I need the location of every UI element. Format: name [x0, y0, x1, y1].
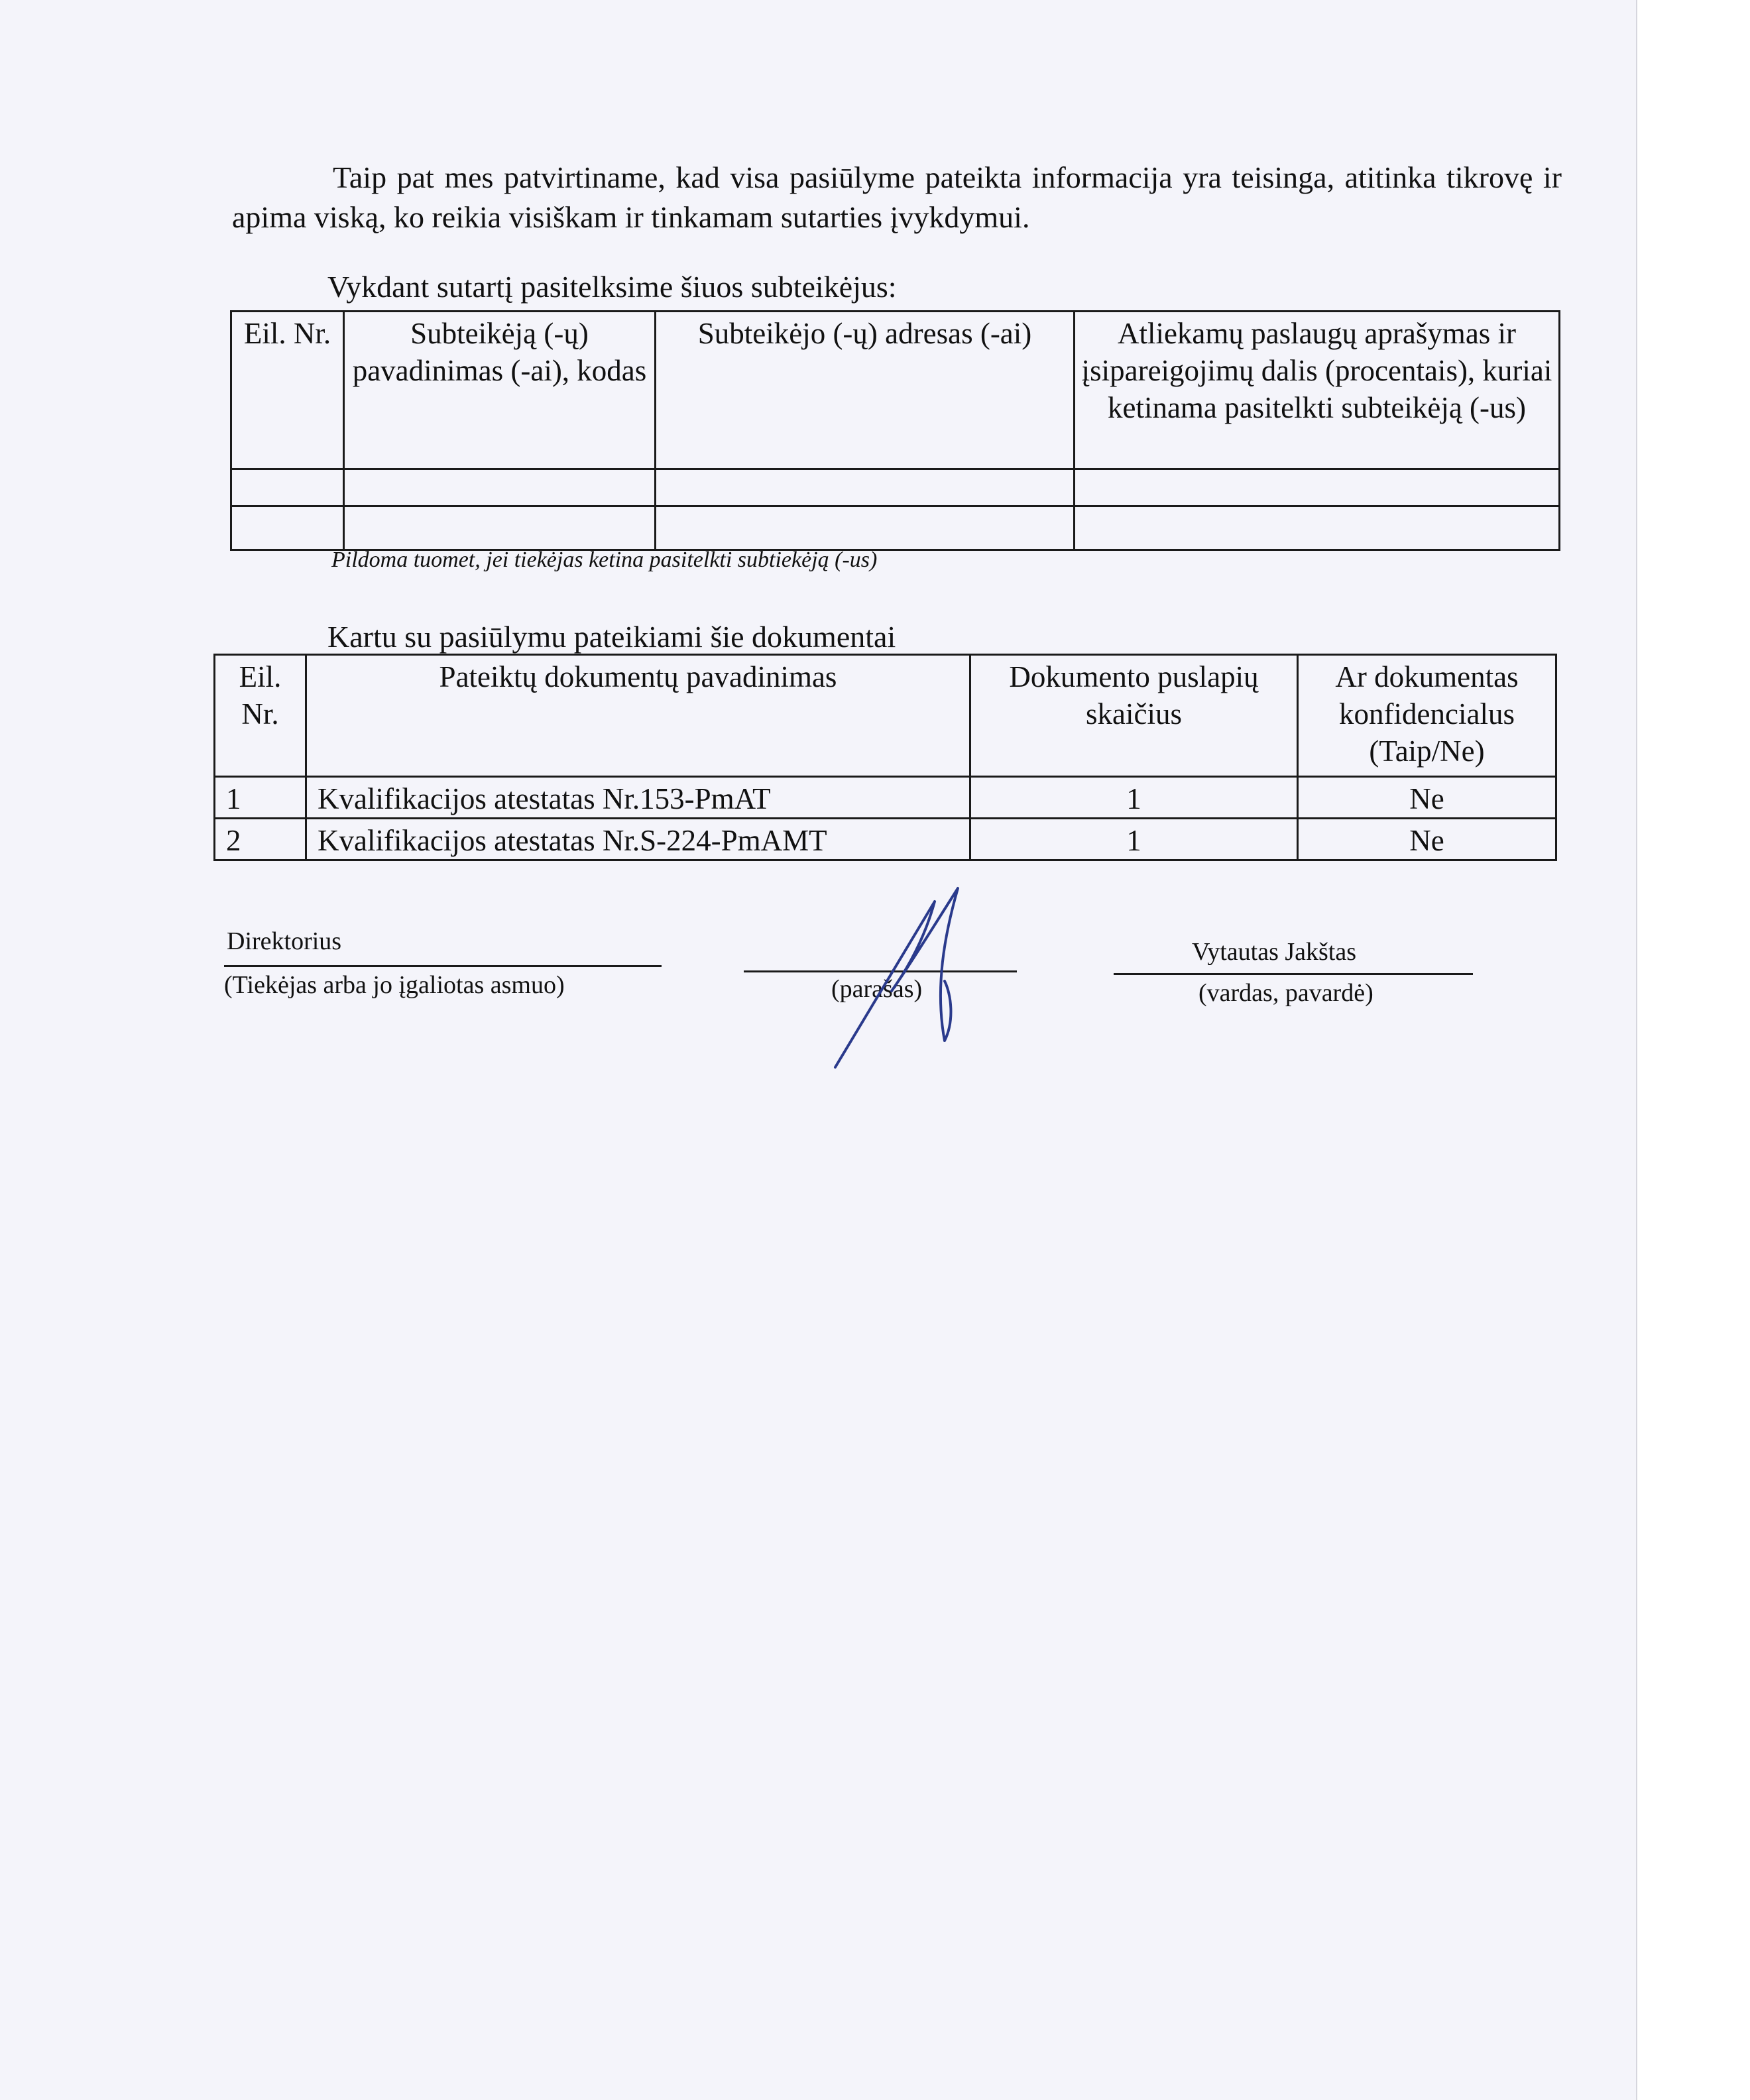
empty-cell — [231, 506, 344, 550]
header-page-count: Dokumento puslapių skaičius — [970, 655, 1298, 777]
row-document-name: Kvalifikacijos atestatas Nr.S-224-PmAMT — [306, 819, 970, 860]
name-caption: (vardas, pavardė) — [1198, 979, 1373, 1007]
subcontractors-table — [230, 310, 1560, 551]
table-row — [231, 469, 1560, 506]
row-confidential: Ne — [1298, 777, 1556, 819]
subcontractors-header-row — [231, 312, 1560, 469]
documents-intro: Kartu su pasiūlymu pateikiami šie dokumentai — [327, 620, 896, 654]
subcontractors-intro: Vykdant sutartį pasitelksime šiuos subteikėjus: — [327, 270, 897, 304]
name-value: Vytautas Jakštas — [1192, 938, 1357, 966]
row-page-count: 1 — [970, 777, 1298, 819]
documents-header-row — [215, 655, 1556, 777]
handwritten-signature — [809, 875, 1021, 1074]
empty-cell — [344, 469, 656, 506]
row-document-name: Kvalifikacijos atestatas Nr.153-PmAT — [306, 777, 970, 819]
subcontractors-note: Pildoma tuomet, jei tiekėjas ketina pasitelkti subtiekėją (-us) — [331, 548, 878, 572]
page-edge — [1636, 0, 1750, 2100]
empty-cell — [231, 469, 344, 506]
header-confidential: Ar dokumentas konfidencialus (Taip/Ne) — [1298, 655, 1556, 777]
row-page-count: 1 — [970, 819, 1298, 860]
empty-cell — [1075, 469, 1560, 506]
header-services-description: Atliekamų paslaugų aprašymas ir įsipareigojimų dalis (procentais), kuriai ketinama pasitelkti subteikėją (-us) — [1075, 312, 1560, 469]
header-nr: Eil. Nr. — [231, 312, 344, 469]
header-subcontractor-address: Subteikėjo (-ų) adresas (-ai) — [656, 312, 1075, 469]
table-row — [215, 819, 1556, 860]
documents-table — [213, 654, 1557, 861]
row-nr: 2 — [215, 819, 306, 860]
row-nr: 1 — [215, 777, 306, 819]
signature-caption: (parašas) — [831, 975, 923, 1003]
table-row — [215, 777, 1556, 819]
header-subcontractor-name: Subteikėją (-ų) pavadinimas (-ai), kodas — [344, 312, 656, 469]
position-value: Direktorius — [227, 927, 342, 955]
empty-cell — [656, 469, 1075, 506]
header-nr: Eil. Nr. — [215, 655, 306, 777]
position-line — [224, 965, 662, 967]
position-caption: (Tiekėjas arba jo įgaliotas asmuo) — [224, 971, 565, 999]
confirmation-paragraph: Taip pat mes patvirtiname, kad visa pasiūlyme pateikta informacija yra teisinga, atitinka tikrovę ir apima viską, ko reikia visiškam ir tinkamam sutarties įvykdymui. — [232, 160, 1562, 234]
empty-cell — [1075, 506, 1560, 550]
header-document-name: Pateiktų dokumentų pavadinimas — [306, 655, 970, 777]
empty-cell — [656, 506, 1075, 550]
empty-cell — [344, 506, 656, 550]
row-confidential: Ne — [1298, 819, 1556, 860]
name-line — [1114, 973, 1473, 975]
table-row — [231, 506, 1560, 550]
